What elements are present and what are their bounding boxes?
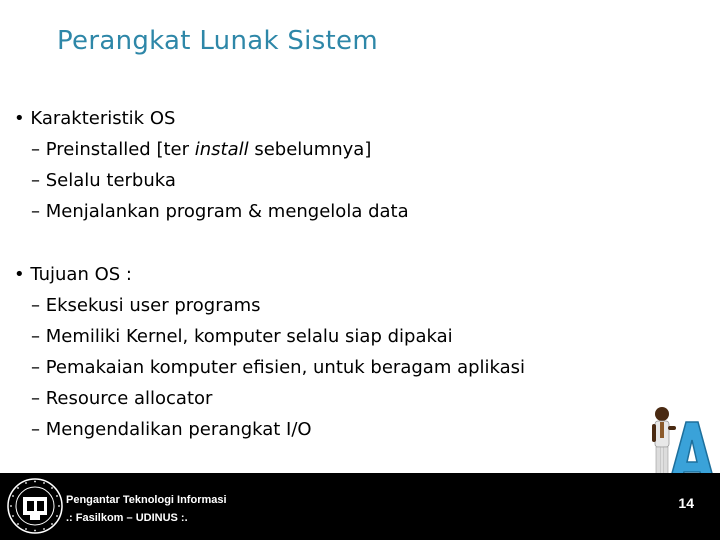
bullet-heading: • Tujuan OS : (14, 264, 132, 285)
sub-item: – Pemakaian komputer efisien, untuk beragam aplikasi (31, 357, 526, 378)
sub-item: – Selalu terbuka (31, 170, 176, 191)
university-logo-icon (6, 477, 64, 535)
sub-item: – Resource allocator (31, 388, 213, 409)
sub-item-prefix: – Preinstalled [ter (31, 139, 195, 160)
sub-item: – Eksekusi user programs (31, 295, 261, 316)
bullet-heading: • Karakteristik OS (14, 108, 176, 129)
footer-bar (0, 473, 720, 540)
footer-course-title: Pengantar Teknologi Informasi (66, 494, 227, 506)
footer-faculty: .: Fasilkom – UDINUS :. (66, 512, 188, 524)
sub-item (31, 139, 409, 161)
slide-title: Perangkat Lunak Sistem (57, 26, 378, 56)
sub-item-italic: install (194, 139, 249, 160)
sub-item: – Menjalankan program & mengelola data (31, 201, 409, 222)
sub-item: – Memiliki Kernel, komputer selalu siap dipakai (31, 326, 453, 347)
sub-item-suffix: sebelumnya] (248, 139, 372, 160)
sub-item: – Mengendalikan perangkat I/O (31, 419, 312, 440)
section-karakteristik (14, 108, 409, 232)
section-tujuan (14, 264, 525, 450)
page-number: 14 (678, 495, 694, 511)
footer-text (66, 491, 227, 527)
